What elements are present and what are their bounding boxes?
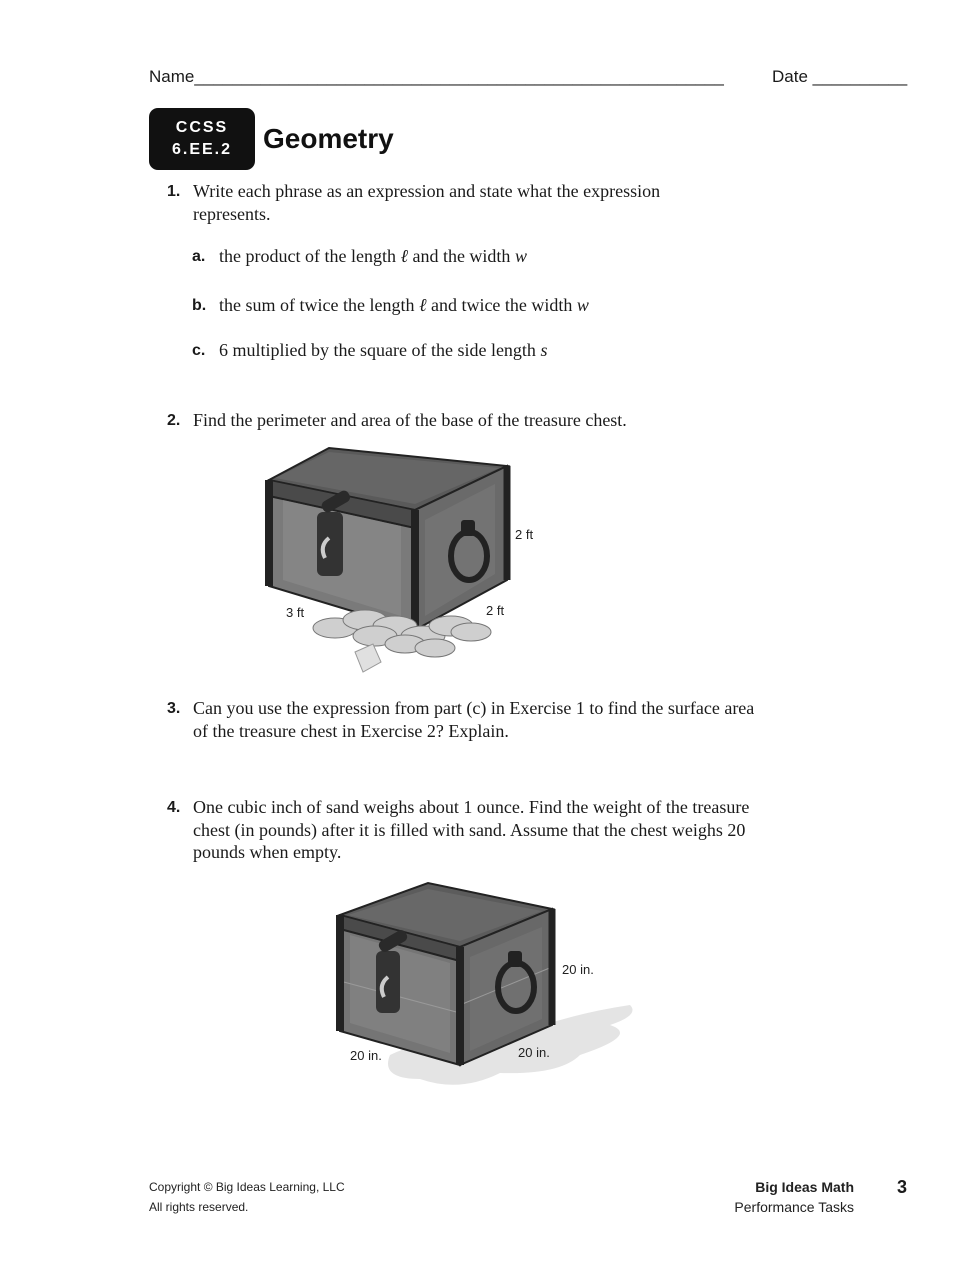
badge-line-1: CCSS — [175, 119, 229, 136]
page-title: Geometry — [263, 123, 394, 154]
book-subtitle: Performance Tasks — [734, 1199, 854, 1215]
footer-copyright — [149, 1177, 345, 1217]
book-title: Big Ideas Math — [755, 1179, 854, 1195]
name-blank[interactable]: ________________________________________________________ — [194, 67, 724, 86]
footer-book — [680, 1177, 854, 1217]
fig1-length-label: 3 ft — [286, 605, 305, 620]
question-4-number: 4. — [167, 799, 181, 816]
question-4-text: One cubic inch of sand weighs about 1 ounce. Find the weight of the treasure chest (in pounds) after it is filled with sand. Assume that the chest weighs 20 pounds when empty. — [193, 797, 750, 862]
fig2-height-label: 20 in. — [562, 962, 594, 977]
page-number: 3 — [897, 1177, 908, 1197]
name-label: Name — [149, 67, 195, 86]
q1-part-c-text: 6 multiplied by the square of the side length s — [219, 340, 548, 360]
fig2-length-label: 20 in. — [350, 1048, 382, 1063]
question-2-text: Find the perimeter and area of the base of the treasure chest. — [193, 410, 627, 430]
date-label: Date — [772, 67, 808, 86]
treasure-chest-figure-2 — [330, 875, 640, 1100]
copyright-text: Copyright © Big Ideas Learning, LLC — [149, 1180, 345, 1194]
q1-part-a-text: the product of the length ℓ and the width w — [219, 246, 527, 266]
date-line[interactable] — [772, 67, 907, 87]
badge-line-2: 6.EE.2 — [171, 141, 233, 158]
question-3-text: Can you use the expression from part (c) in Exercise 1 to find the surface area of the treasure chest in Exercise 2? Explain. — [193, 698, 755, 741]
rights-text: All rights reserved. — [149, 1200, 249, 1214]
question-1-number: 1. — [167, 183, 181, 200]
q1-part-c-label: c. — [192, 342, 206, 359]
fig1-width-label: 2 ft — [486, 603, 505, 618]
fig1-height-label: 2 ft — [515, 527, 534, 542]
fig2-width-label: 20 in. — [518, 1045, 550, 1060]
name-line[interactable] — [149, 67, 724, 87]
question-3-number: 3. — [167, 700, 181, 717]
question-2-number: 2. — [167, 412, 181, 429]
date-blank[interactable]: __________ — [812, 67, 908, 86]
q1-part-a-label: a. — [192, 248, 206, 265]
q1-part-b-label: b. — [192, 297, 207, 314]
question-1-text: Write each phrase as an expression and state what the expression represents. — [193, 181, 661, 224]
treasure-chest-figure-1 — [255, 440, 575, 680]
q1-part-b-text: the sum of twice the length ℓ and twice the width w — [219, 295, 589, 315]
ccss-badge — [149, 108, 255, 170]
